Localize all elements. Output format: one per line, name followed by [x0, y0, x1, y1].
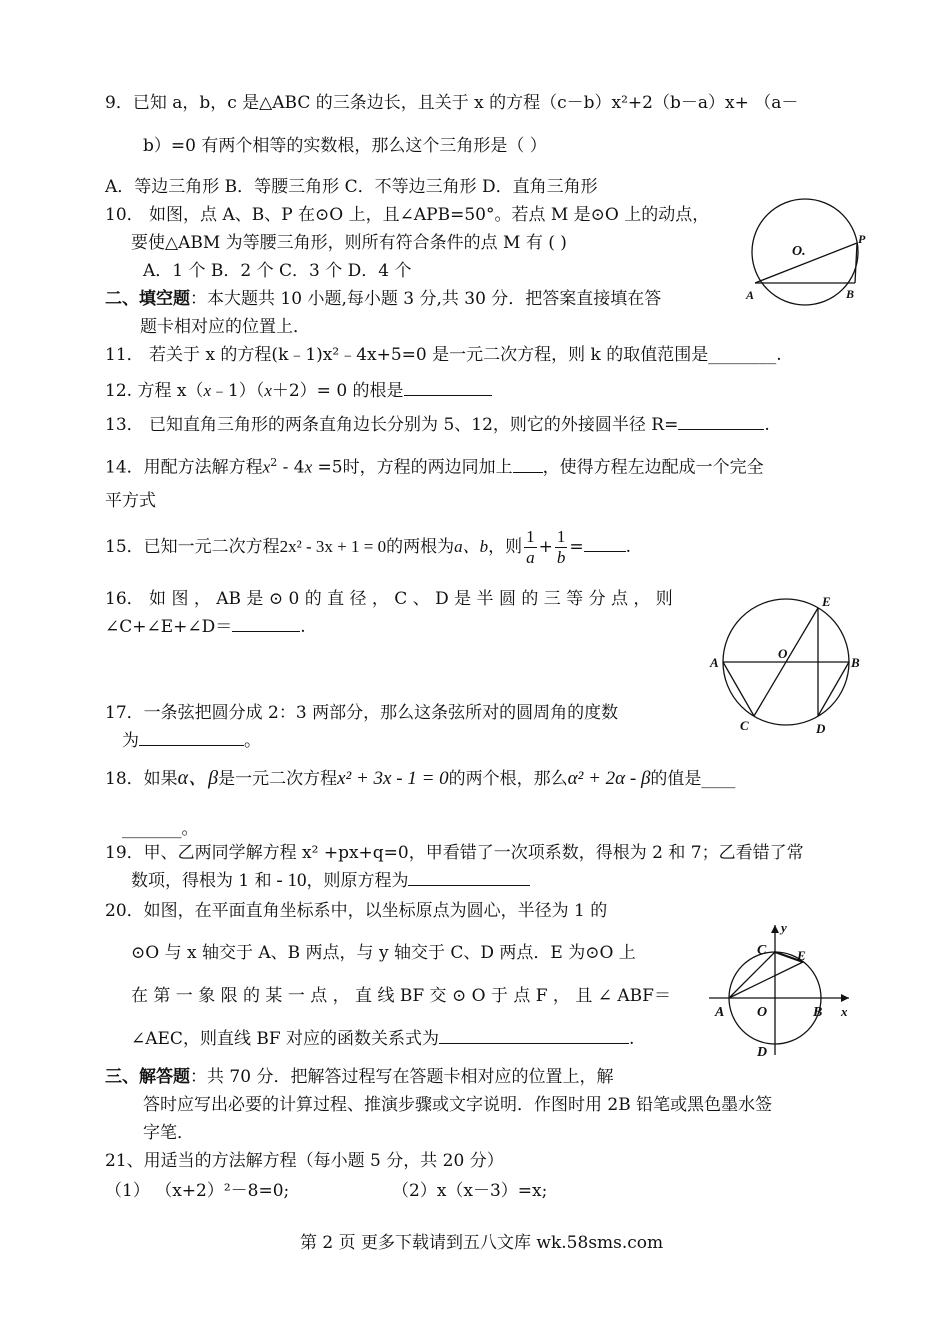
q15-fraction-1: $\frac{1}{a}$: [526, 527, 535, 567]
q14-answer-blank[interactable]: [513, 472, 543, 473]
q16-label-a: A: [710, 655, 719, 670]
q13-line: [105, 414, 770, 436]
q20-answer-blank[interactable]: [439, 1043, 629, 1044]
q14-post2: ，使得方程左边配成一个完全: [542, 457, 764, 478]
q17-line2: [122, 730, 261, 752]
q14-eq-x2: x: [304, 457, 313, 477]
q20-line1: 20．如图，在平面直角坐标系中，以坐标原点为圆心，半径为 1 的: [105, 901, 608, 921]
section3-line3: 字笔．: [143, 1123, 194, 1143]
q20-end: .: [629, 1029, 635, 1049]
q15-pre: 15．已知一元二次方程: [105, 537, 280, 557]
q18-line1: [105, 760, 735, 797]
q13-end: .: [764, 415, 770, 435]
q20-line3: 在 第 一 象 限 的 某 一 点 ， 直 线 BF 交 ⊙ O 于 点 F ， 且 ∠ ABF＝: [131, 986, 671, 1006]
section2-line1: [105, 288, 661, 310]
q15-plus: +: [538, 537, 553, 557]
section3-text1: ：共 70 分．把解答过程写在答题卡相对应的位置上，解: [190, 1067, 614, 1087]
q19-line2: [131, 870, 530, 892]
section3-line1: [105, 1066, 613, 1088]
q12-x2: x: [264, 381, 272, 400]
q16-label-d: D: [816, 721, 826, 736]
q16-line1: 16． 如 图 ， AB 是 ⊙ 0 的 直 径 ， C 、 D 是 半 圆 的 三 等 分 点 ， 则: [105, 589, 673, 609]
q14-pre: 14．用配方法解方程: [105, 457, 263, 478]
q16-line-ac: [723, 662, 754, 716]
q10-label-o: O.: [792, 244, 806, 259]
q21-title: 21、用适当的方法解方程（每小题 5 分，共 20 分）: [105, 1151, 504, 1171]
q10-line2: 要使△ABM 为等腰三角形，则所有符合条件的点 M 有 ( ): [131, 233, 567, 253]
q20-label-y: y: [781, 920, 787, 935]
q10-circle-figure: [740, 195, 870, 310]
q19-answer-blank[interactable]: [408, 885, 530, 886]
q15-answer-blank[interactable]: [584, 551, 626, 552]
q15-equals: =: [569, 537, 584, 557]
q16-circle-figure: [700, 590, 870, 740]
q19-value: - 10: [271, 870, 307, 891]
q16-line2: [105, 616, 306, 638]
q18-equation: x² + 3x - 1 = 0: [337, 768, 449, 789]
q20-x-arrow-icon: [841, 994, 849, 1002]
q13-text: 13． 已知直角三角形的两条直角边长分别为 5、12，则它的外接圆半径 R=: [105, 415, 679, 435]
q10-line1: 10． 如图，点 A、B、P 在⊙O 上，且∠APB=50°。若点 M 是⊙O 上的动点，: [105, 205, 710, 225]
q15-fraction-2: $\frac{1}{b}$: [556, 527, 566, 567]
q12-post: ＋2）= 0 的根是: [271, 381, 404, 401]
q17-line1: 17．一条弦把圆分成 2：3 两部分，那么这条弦所对的圆周角的度数: [105, 703, 619, 723]
q20-label-o: O: [757, 1005, 768, 1020]
q12-line: [105, 380, 492, 402]
q18-line2: _______。: [122, 819, 199, 839]
q9-line1: 9．已知 a，b，c 是△ABC 的三条边长，且关于 x 的方程（c－b）x²+2（b－a）x+ （a－: [105, 93, 799, 113]
q20-line2: ⊙O 与 x 轴交于 A、B 两点，与 y 轴交于 C、D 两点．E 为⊙O 上: [131, 943, 636, 963]
q12-answer-blank[interactable]: [404, 395, 492, 396]
q16-label-c: C: [740, 718, 749, 733]
q16-label-e: E: [822, 594, 831, 609]
q14-eq-end: =5: [312, 457, 343, 478]
q19-line1: 19．甲、乙两同学解方程 x² +px+q=0，甲看错了一次项系数，得根为 2 和 7；乙看错了常: [105, 843, 804, 863]
q19-pre: 数项，得根为 1 和: [131, 871, 272, 891]
q14-line2: 平方式: [105, 491, 156, 511]
q18-vars: α、β: [177, 767, 219, 789]
q20-y-arrow-icon: [771, 925, 779, 933]
q17-text: 为: [122, 731, 139, 751]
q16-text: ∠C+∠E+∠D＝: [105, 617, 233, 637]
section2-text1: ：本大题共 10 小题,每小题 3 分,共 30 分．把答案直接填在答: [190, 289, 662, 309]
q18-post: 的值是____: [650, 769, 736, 789]
q18-expression: α² + 2α - β: [567, 768, 651, 789]
q12-mid: ﹣1）（: [210, 381, 265, 401]
q10-options: A．1 个 B．2 个 C．3 个 D．4 个: [143, 261, 412, 281]
q15-end: .: [625, 537, 631, 557]
q20-label-c: C: [757, 943, 767, 958]
q20-label-e: E: [797, 948, 806, 963]
section2-title: 二、填空题: [105, 289, 190, 309]
section3-title: 三、解答题: [105, 1067, 190, 1087]
q18-mid2: 的两个根，那么: [448, 769, 568, 789]
q18-pre: 18．如果: [105, 769, 178, 789]
q12-x1: x: [203, 381, 211, 400]
q10-label-a: A: [746, 288, 755, 302]
q21-part2: （2）x（x－3）=x;: [392, 1181, 548, 1201]
q9-options: A．等边三角形 B．等腰三角形 C．不等边三角形 D．直角三角形: [105, 177, 598, 197]
q14-eq-x1: x: [262, 457, 271, 477]
q20-line4: [131, 1028, 634, 1050]
q20-label-b: B: [813, 1005, 823, 1020]
q18-mid: 是一元二次方程: [218, 769, 338, 789]
q16-label-b: B: [851, 655, 860, 670]
q12-pre: 12. 方程 x（: [105, 381, 204, 401]
q17-end: 。: [244, 731, 261, 751]
q20-coordinate-figure: [705, 920, 855, 1060]
q15-roots: a、b: [454, 537, 489, 556]
q11-text: 11． 若关于 x 的方程(k﹣1)x²﹣4x+5=0 是一元二次方程，则 k 的取值范围是________.: [105, 345, 782, 365]
q13-answer-blank[interactable]: [678, 429, 764, 430]
q10-label-b: B: [846, 287, 855, 301]
q15-equation: 2x² - 3x + 1 = 0: [279, 537, 387, 556]
section3-line2: 答时应写出必要的计算过程、推演步骤或文字说明．作图时用 2B 铅笔或黑色墨水签: [143, 1095, 773, 1115]
q16-line-db: [818, 662, 849, 716]
q19-post: ，则原方程为: [306, 871, 409, 891]
q20-text: ∠AEC，则直线 BF 对应的函数关系式为: [131, 1029, 440, 1049]
q14-post: 时，方程的两边同加上: [342, 457, 513, 478]
q14-line1: 14．用配方法解方程$x^2 - 4x =5$时，方程的两边同加上 ，使得方程左边配成一个完全: [105, 456, 764, 478]
q17-answer-blank[interactable]: [139, 745, 244, 746]
section2-line2: 题卡相对应的位置上．: [140, 317, 310, 337]
q16-label-o: O: [778, 646, 788, 661]
q16-answer-blank[interactable]: [232, 631, 300, 632]
q15-mid: 的两根为: [386, 537, 455, 557]
q9-line2: b）=0 有两个相等的实数根，那么这个三角形是（ ）: [143, 136, 547, 156]
q21-part1: （1） （x+2）²－8=0;: [105, 1181, 290, 1201]
q20-label-a: A: [715, 1005, 725, 1020]
q10-label-p: P: [858, 232, 866, 246]
q20-label-d: D: [757, 1045, 768, 1060]
q10-chord-ap: [755, 243, 857, 283]
q15-then: ，则: [488, 537, 523, 557]
q16-end: .: [300, 617, 306, 637]
q14-eq-rest: - 4: [277, 457, 305, 478]
q15-line: [105, 526, 631, 568]
page-footer: 第 2 页 更多下载请到五八文库 wk.58sms.com: [300, 1233, 664, 1253]
q20-label-x: x: [841, 1004, 848, 1019]
